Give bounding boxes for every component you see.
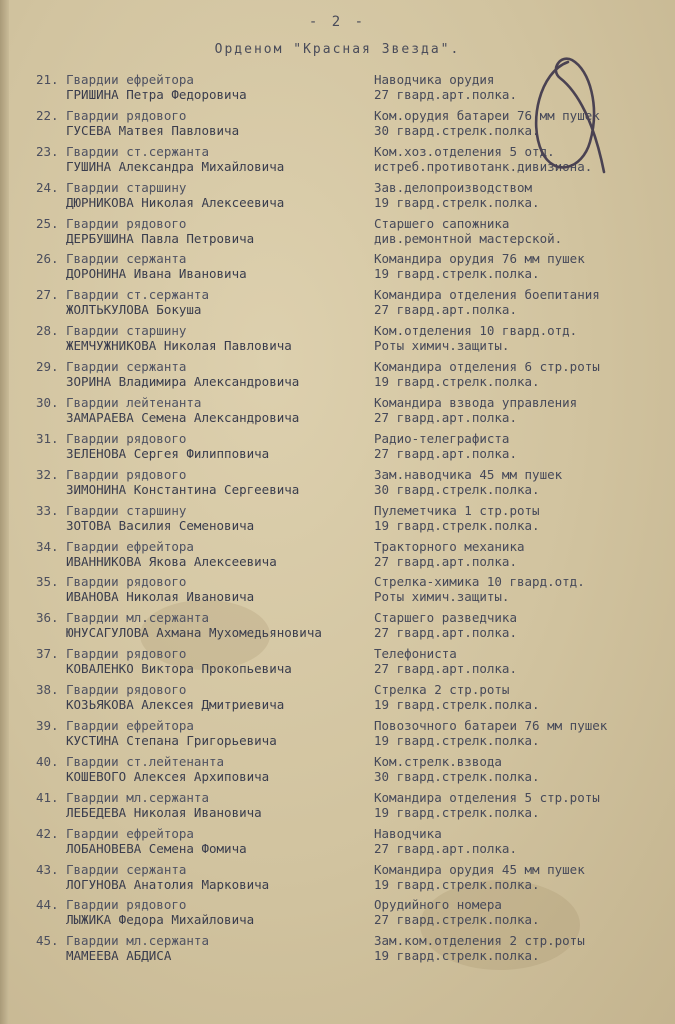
entry-position: Орудийного номера <box>374 897 502 913</box>
entry-rank: Гвардии рядового <box>66 682 187 698</box>
entry-rank: Гвардии рядового <box>66 646 187 662</box>
entry-number: 30. <box>36 395 59 411</box>
entry-number: 36. <box>36 610 59 626</box>
entry-rank: Гвардии старшину <box>66 179 187 195</box>
entry-rank: Гвардии рядового <box>66 430 187 446</box>
award-entry <box>0 467 675 503</box>
entry-number: 24. <box>36 179 59 195</box>
entry-rank: Гвардии рядового <box>66 574 187 590</box>
entry-rank: Гвардии рядового <box>66 897 187 913</box>
entry-rank: Гвардии старшину <box>66 502 187 518</box>
award-entry <box>0 395 675 431</box>
entry-name: КУСТИНА Степана Григорьевича <box>66 733 277 749</box>
entry-unit: 27 гвард.арт.полка. <box>374 445 517 461</box>
entry-number: 27. <box>36 287 59 303</box>
entry-position: Зам.наводчика 45 мм пушек <box>374 466 563 482</box>
entry-number: 21. <box>36 72 59 87</box>
entry-number: 38. <box>36 682 59 698</box>
entry-position: Командира орудия 76 мм пушек <box>374 251 585 267</box>
award-entry <box>0 287 675 323</box>
award-entry <box>0 897 675 933</box>
entry-name: ИВАНОВА Николая Ивановича <box>66 589 255 605</box>
entry-number: 25. <box>36 215 59 231</box>
award-list <box>0 72 675 969</box>
entry-number: 34. <box>36 538 59 554</box>
entry-unit: 19 гвард.стрелк.полка. <box>374 194 540 210</box>
entry-position: Командира взвода управления <box>374 395 578 411</box>
entry-number: 43. <box>36 861 59 877</box>
entry-position: Наводчика <box>374 825 442 841</box>
entry-rank: Гвардии лейтенанта <box>66 395 202 411</box>
entry-name: ДОРОНИНА Ивана Ивановича <box>66 266 247 282</box>
entry-unit: 19 гвард.стрелк.полка. <box>374 948 540 964</box>
handwritten-signature <box>520 52 630 187</box>
entry-unit: 19 гвард.стрелк.полка. <box>374 876 540 892</box>
entry-name: ГРИШИНА Петра Федоровича <box>66 87 247 102</box>
entry-unit: 30 гвард.стрелк.полка. <box>374 768 540 784</box>
entry-name: ЛЫЖИКА Федора Михайловича <box>66 912 255 928</box>
entry-number: 31. <box>36 430 59 446</box>
entry-position: Повозочного батареи 76 мм пушек <box>374 718 608 734</box>
entry-rank: Гвардии ст.сержанта <box>66 287 209 303</box>
entry-position: Командира отделения 5 стр.роты <box>374 789 600 805</box>
entry-number: 40. <box>36 753 59 769</box>
entry-name: ДЮРНИКОВА Николая Алексеевича <box>66 194 285 210</box>
entry-unit: Роты химич.защиты. <box>374 589 510 605</box>
entry-position: Наводчика орудия <box>374 72 495 87</box>
entry-rank: Гвардии ст.сержанта <box>66 143 209 159</box>
entry-number: 32. <box>36 466 59 482</box>
award-entry <box>0 216 675 252</box>
entry-unit: 19 гвард.стрелк.полка. <box>374 517 540 533</box>
entry-position: Ком.стрелк.взвода <box>374 753 502 769</box>
entry-position: Командира орудия 45 мм пушек <box>374 861 585 877</box>
entry-rank: Гвардии ефрейтора <box>66 72 194 87</box>
award-entry <box>0 359 675 395</box>
entry-name: ЗОРИНА Владимира Александровича <box>66 374 300 390</box>
entry-number: 23. <box>36 143 59 159</box>
entry-name: ИВАННИКОВА Якова Алексеевича <box>66 553 277 569</box>
entry-name: ЛОГУНОВА Анатолия Марковича <box>66 876 270 892</box>
entry-number: 37. <box>36 646 59 662</box>
entry-rank: Гвардии рядового <box>66 466 187 482</box>
entry-rank: Гвардии сержанта <box>66 359 187 375</box>
entry-unit: 19 гвард.стрелк.полка. <box>374 266 540 282</box>
entry-rank: Гвардии сержанта <box>66 861 187 877</box>
entry-position: Командира отделения боепитания <box>374 287 600 303</box>
entry-unit: 27 гвард.арт.полка. <box>374 661 517 677</box>
entry-rank: Гвардии старшину <box>66 323 187 339</box>
entry-unit: 27 гвард.арт.полка. <box>374 840 517 856</box>
entry-name: ЗОТОВА Василия Семеновича <box>66 517 255 533</box>
entry-rank: Гвардии рядового <box>66 215 187 231</box>
entry-number: 41. <box>36 789 59 805</box>
entry-unit: Роты химич.защиты. <box>374 338 510 354</box>
entry-unit: 27 гвард.арт.полка. <box>374 625 517 641</box>
entry-unit: 30 гвард.стрелк.полка. <box>374 122 540 138</box>
entry-name: КОВАЛЕНКО Виктора Прокопьевича <box>66 661 292 677</box>
entry-rank: Гвардии ефрейтора <box>66 825 194 841</box>
entry-unit: 19 гвард.стрелк.полка. <box>374 733 540 749</box>
entry-position: Командира отделения 6 стр.роты <box>374 359 600 375</box>
entry-rank: Гвардии сержанта <box>66 251 187 267</box>
award-entry <box>0 754 675 790</box>
entry-number: 35. <box>36 574 59 590</box>
entry-unit: 27 гвард.арт.полка. <box>374 87 517 102</box>
award-entry <box>0 503 675 539</box>
entry-name: ЗЕЛЕНОВА Сергея Филипповича <box>66 445 270 461</box>
entry-rank: Гвардии ефрейтора <box>66 718 194 734</box>
entry-position: Тракторного механика <box>374 538 525 554</box>
entry-unit: 30 гвард.стрелк.полка. <box>374 481 540 497</box>
entry-position: Ком.орудия батареи 76 мм пушек <box>374 107 600 123</box>
entry-position: Радио-телеграфиста <box>374 430 510 446</box>
entry-position: Стрелка 2 стр.роты <box>374 682 510 698</box>
entry-name: КОШЕВОГО Алексея Архиповича <box>66 768 270 784</box>
entry-name: ЖЕМЧУЖНИКОВА Николая Павловича <box>66 338 292 354</box>
award-entry <box>0 539 675 575</box>
award-entry <box>0 323 675 359</box>
page-number: - 2 - <box>308 14 367 30</box>
entry-rank: Гвардии ефрейтора <box>66 538 194 554</box>
entry-name: ГУСЕВА Матвея Павловича <box>66 122 240 138</box>
entry-position: Стрелка-химика 10 гвард.отд. <box>374 574 585 590</box>
entry-position: Зам.ком.отделения 2 стр.роты <box>374 933 585 949</box>
entry-name: ЗАМАРАЕВА Семена Александровича <box>66 410 300 426</box>
entry-number: 22. <box>36 107 59 123</box>
entry-unit: 27 гвард.стрелк.полка. <box>374 912 540 928</box>
entry-position: Телефониста <box>374 646 457 662</box>
award-entry <box>0 826 675 862</box>
entry-rank: Гвардии мл.сержанта <box>66 610 209 626</box>
entry-position: Зав.делопроизводством <box>374 179 533 195</box>
award-entry <box>0 610 675 646</box>
entry-number: 33. <box>36 502 59 518</box>
entry-unit: истреб.противотанк.дивизиона. <box>374 158 593 174</box>
entry-number: 42. <box>36 825 59 841</box>
entry-rank: Гвардии рядового <box>66 107 187 123</box>
entry-unit: 27 гвард.арт.полка. <box>374 410 517 426</box>
entry-number: 39. <box>36 718 59 734</box>
award-entry <box>0 790 675 826</box>
entry-rank: Гвардии ст.лейтенанта <box>66 753 225 769</box>
entry-rank: Гвардии мл.сержанта <box>66 789 209 805</box>
entry-number: 29. <box>36 359 59 375</box>
entry-name: ЖОЛТЬКУЛОВА Бокуша <box>66 302 202 318</box>
award-entry <box>0 933 675 969</box>
award-entry <box>0 574 675 610</box>
award-entry <box>0 251 675 287</box>
entry-rank: Гвардии мл.сержанта <box>66 933 209 949</box>
entry-unit: 27 гвард.арт.полка. <box>374 302 517 318</box>
entry-unit: 19 гвард.стрелк.полка. <box>374 697 540 713</box>
entry-unit: 19 гвард.стрелк.полка. <box>374 374 540 390</box>
entry-unit: 27 гвард.арт.полка. <box>374 553 517 569</box>
award-entry <box>0 646 675 682</box>
award-entry <box>0 718 675 754</box>
entry-position: Пулеметчика 1 стр.роты <box>374 502 540 518</box>
entry-position: Старшего разведчика <box>374 610 517 626</box>
entry-name: ЛОБАНОВЕВА Семена Фомича <box>66 840 247 856</box>
entry-position: Старшего сапожника <box>374 215 510 231</box>
entry-unit: 19 гвард.стрелк.полка. <box>374 804 540 820</box>
entry-number: 44. <box>36 897 59 913</box>
award-entry <box>0 431 675 467</box>
document-title: Орденом "Красная Звезда". <box>214 42 461 57</box>
entry-name: ЮНУСАГУЛОВА Ахмана Мухомедьяновича <box>66 625 322 641</box>
entry-number: 45. <box>36 933 59 949</box>
award-entry <box>0 682 675 718</box>
entry-name: МАМЕЕВА АБДИСА <box>66 948 172 964</box>
entry-position: Ком.отделения 10 гвард.отд. <box>374 323 578 339</box>
entry-position: Ком.хоз.отделения 5 отд. <box>374 143 555 159</box>
entry-name: ДЕРБУШИНА Павла Петровича <box>66 230 255 246</box>
entry-name: ЗИМОНИНА Константина Сергеевича <box>66 481 300 497</box>
entry-name: ЛЕБЕДЕВА Николая Ивановича <box>66 804 262 820</box>
entry-unit: див.ремонтной мастерской. <box>374 230 563 246</box>
entry-number: 26. <box>36 251 59 267</box>
award-entry <box>0 862 675 898</box>
entry-number: 28. <box>36 323 59 339</box>
entry-name: КОЗЬЯКОВА Алексея Дмитриевича <box>66 697 285 713</box>
entry-name: ГУШИНА Александра Михайловича <box>66 158 285 174</box>
